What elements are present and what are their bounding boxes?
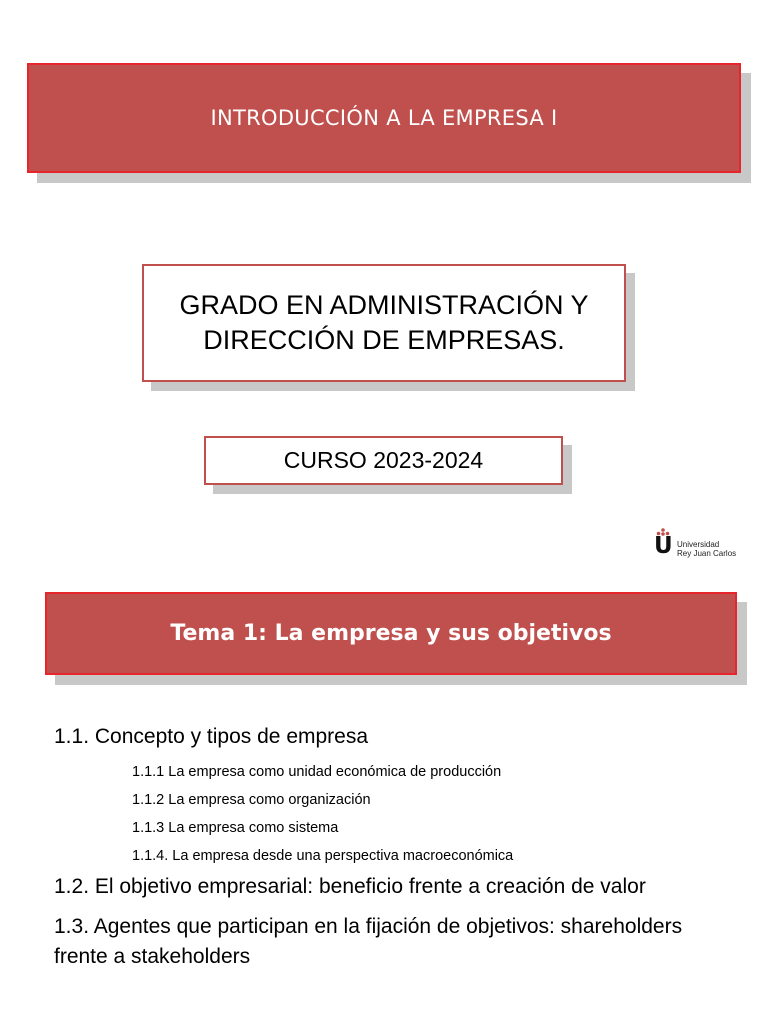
university-logo	[654, 528, 744, 560]
toc-subsection: 1.1.3 La empresa como sistema	[132, 820, 339, 836]
topic-title-banner	[45, 592, 737, 675]
logo-u-mark: U	[654, 533, 673, 559]
degree-title	[179, 288, 588, 358]
toc-subsection-list	[54, 758, 734, 870]
degree-box	[142, 264, 626, 382]
logo-name-line-1: Universidad	[677, 540, 720, 549]
topic-title: Tema 1: La empresa y sus objetivos	[170, 621, 612, 646]
academic-year-box	[204, 436, 563, 485]
toc-subsection: 1.1.4. La empresa desde una perspectiva macroeconómica	[132, 848, 514, 864]
toc-section-2: 1.2. El objetivo empresarial: beneficio frente a creación de valor	[54, 875, 646, 898]
logo-name-line-2: Rey Juan Carlos	[677, 549, 737, 558]
course-title: INTRODUCCIÓN A LA EMPRESA I	[210, 106, 558, 130]
degree-title-line-1: GRADO EN ADMINISTRACIÓN Y	[179, 290, 589, 320]
course-title-banner	[27, 63, 741, 173]
logo-wordmark	[677, 540, 736, 558]
table-of-contents	[54, 722, 734, 978]
toc-section-3: 1.3. Agentes que participan en la fijación de objetivos: shareholders frente a stakeholders	[54, 915, 683, 968]
toc-section-1: 1.1. Concepto y tipos de empresa	[54, 725, 369, 748]
degree-title-line-2: DIRECCIÓN DE EMPRESAS.	[203, 325, 565, 355]
toc-subsection: 1.1.2 La empresa como organización	[132, 792, 371, 808]
academic-year: CURSO 2023-2024	[283, 447, 484, 473]
toc-subsection: 1.1.1 La empresa como unidad económica de producción	[132, 764, 502, 780]
